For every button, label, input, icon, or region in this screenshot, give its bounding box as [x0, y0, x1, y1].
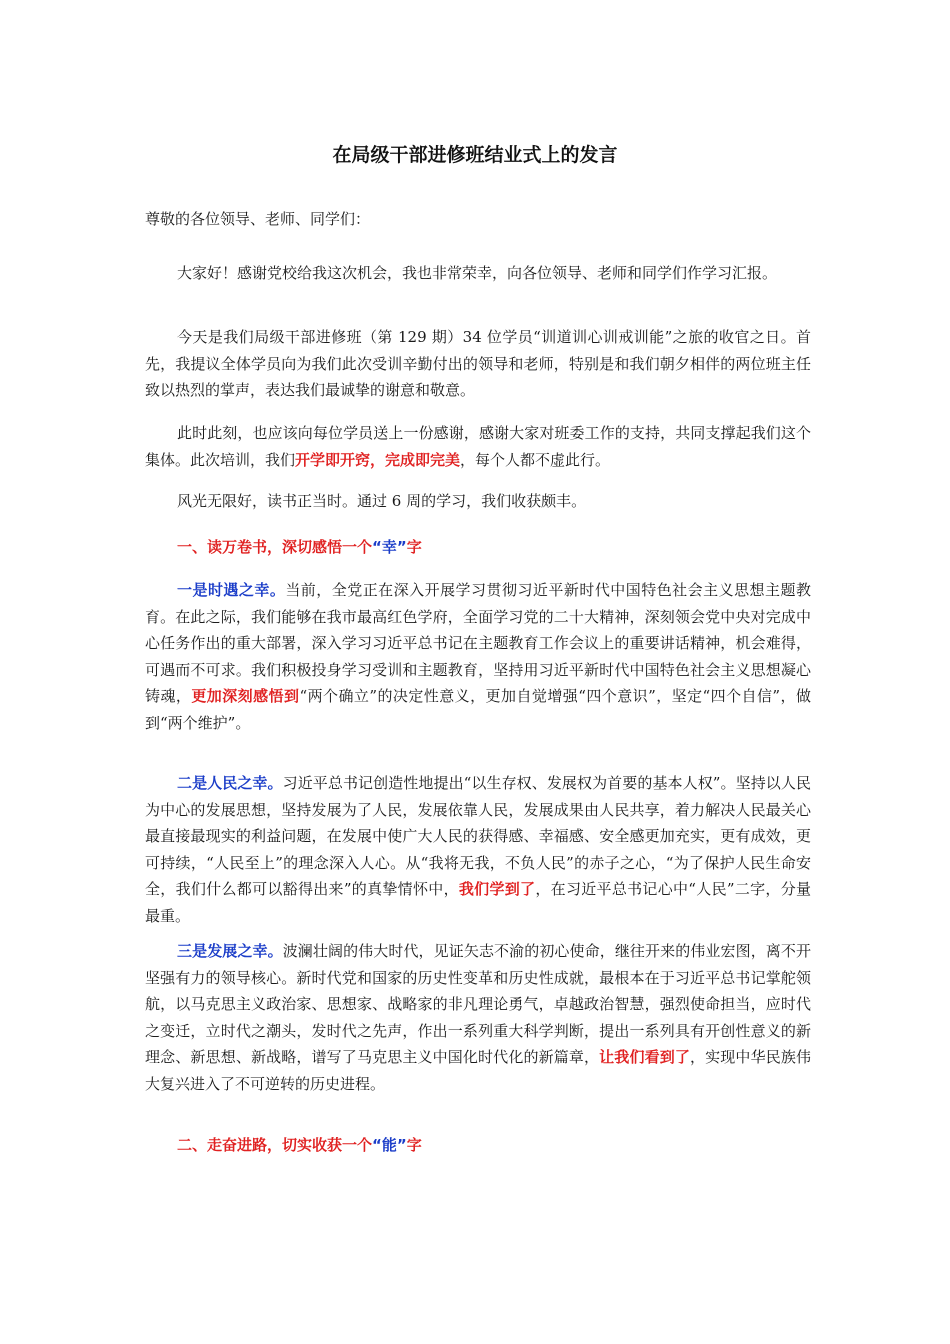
lead-phrase: 二是人民之幸。: [177, 774, 283, 792]
paragraph-fortune-of-development: [145, 938, 811, 1097]
paragraph-greeting: 大家好！感谢党校给我这次机会，我也非常荣幸，向各位领导、老师和同学们作学习汇报。: [177, 264, 778, 282]
emphasis-text: 让我们看到了: [599, 1048, 691, 1066]
section-heading-1-text: 一、读万卷书，深切感悟一个: [177, 538, 373, 556]
paragraph-thanks-text: 此时此刻，也应该向每位学员送上一份感谢，感谢大家对班委工作的支持，共同支撑起我们这个集体。此次培训，我们: [145, 424, 811, 469]
lead-phrase: 一是时遇之幸。: [177, 581, 286, 599]
section-heading-1: [177, 536, 422, 557]
section-heading-1-keyword: “幸”: [372, 538, 407, 556]
paragraph-fortune-of-times: [145, 577, 811, 736]
section-heading-1-suffix: 字: [406, 538, 422, 556]
paragraph-body-tail: ，实现中华民族伟大复兴进入了不可逆转的历史进程。: [145, 1048, 811, 1093]
paragraph-fortune-of-people: [145, 770, 811, 929]
paragraph-body: 习近平总书记创造性地提出“以生存权、发展权为首要的基本人权”。坚持以人民为中心的发展思想，坚持发展为了人民，发展依靠人民，发展成果由人民共享，着力解决人民最关心最直接最现实的利益问题，在发展中使广大人民的获得感、幸福感、安全感更加充实，更有成效，更可持续，“人民至上”的理念深入人心。从“我将无我，不负人民”的赤子之心，“为了保护人民生命安全，我们什么都可以豁得出来”的真挚情怀中，: [145, 774, 811, 898]
paragraph-thanks-tail: ，每个人都不虚此行。: [460, 450, 611, 469]
section-heading-2-text: 二、走奋进路，切实收获一个: [177, 1136, 373, 1154]
lead-phrase: 三是发展之幸。: [177, 942, 283, 960]
section-heading-2: [177, 1134, 422, 1155]
emphasis-text: 开学即开窍，完成即完美: [295, 450, 461, 469]
salutation: 尊敬的各位领导、老师、同学们：: [145, 210, 371, 228]
document-title: 在局级干部进修班结业式上的发言: [332, 144, 618, 166]
section-heading-2-suffix: 字: [406, 1136, 422, 1154]
paragraph-intro: 风光无限好，读书正当时。通过 6 周的学习，我们收获颇丰。: [177, 492, 587, 510]
paragraph-occasion: 今天是我们局级干部进修班（第 129 期）34 位学员“训道训心训戒训能”之旅的收官之日。首先，我提议全体学员向为我们此次受训辛勤付出的领导和老师，特别是和我们朝夕相伴的两位班主任致以热烈的掌声，表达我们最诚挚的谢意和敬意。: [145, 328, 811, 399]
paragraph-thanks: [145, 420, 811, 473]
paragraph-body-tail: “两个确立”的决定性意义，更加自觉增强“四个意识”，坚定“四个自信”，做到“两个维护”。: [145, 687, 811, 732]
paragraph-body-tail: ，在习近平总书记心中“人民”二字，分量最重。: [145, 880, 812, 925]
section-heading-2-keyword: “能”: [372, 1136, 407, 1154]
emphasis-text: 我们学到了: [458, 880, 536, 898]
paragraph-body: 波澜壮阔的伟大时代，见证矢志不渝的初心使命，继往开来的伟业宏图，离不开坚强有力的领导核心。新时代党和国家的历史性变革和历史性成就，最根本在于习近平总书记掌舵领航，以马克思主义政治家、思想家、战略家的非凡理论勇气，卓越政治智慧，强烈使命担当，应时代之变迁，立时代之潮头，发时代之先声，作出一系列重大科学判断，提出一系列具有开创性意义的新理念、新思想、新战略，谱写了马克思主义中国化时代化的新篇章，: [145, 942, 811, 1066]
paragraph-body: 当前，全党正在深入开展学习贯彻习近平新时代中国特色社会主义思想主题教育。在此之际，我们能够在我市最高红色学府，全面学习党的二十大精神，深刻领会党中央对完成中心任务作出的重大部署，深入学习习近平总书记在主题教育工作会议上的重要讲话精神，机会难得，可遇而不可求。我们积极投身学习受训和主题教育，坚持用习近平新时代中国特色社会主义思想凝心铸魂，: [145, 581, 811, 705]
emphasis-text: 更加深刻感悟到: [191, 687, 300, 705]
